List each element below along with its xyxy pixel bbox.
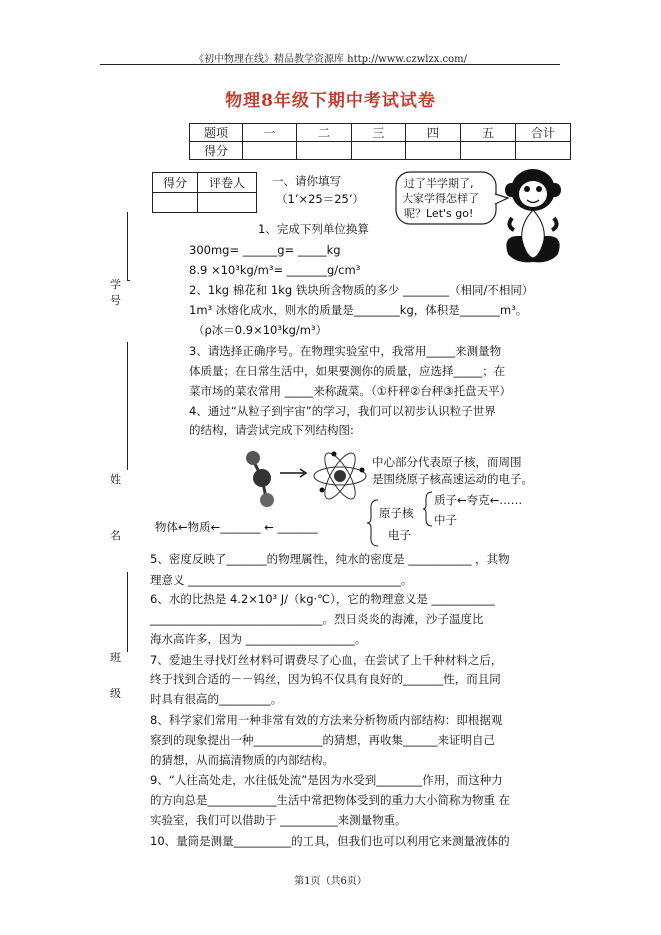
diagram-electron: 电子 bbox=[388, 528, 411, 542]
question-10a: 10、量筒是测量__________的工具，但我们也可以利用它来测量液体的 bbox=[150, 834, 510, 848]
question-1b: 8.9 ×10³kg/m³= _______g/cm³ bbox=[189, 263, 361, 277]
question-1: 1、完成下列单位换算 bbox=[258, 222, 369, 236]
score-cell: 得分 bbox=[190, 142, 243, 160]
question-4b: 的结构，请尝试完成下列结构图: bbox=[189, 423, 354, 437]
section-title: 一、请你填写 bbox=[272, 174, 341, 188]
question-8a: 8、科学家们常用一种非常有效的方法来分析物质内部结构：即根据观 bbox=[150, 713, 503, 727]
question-8c: 的猜想，从而搞清物质的内部结构。 bbox=[150, 753, 334, 767]
score-table bbox=[189, 123, 571, 160]
atom-diagram bbox=[236, 438, 376, 520]
brace-inner bbox=[422, 490, 434, 528]
grader-score-label: 得分 bbox=[153, 173, 198, 193]
score-input-cell[interactable] bbox=[243, 142, 297, 160]
name-label: 姓 名 bbox=[110, 473, 121, 542]
question-9c: 实验室，我们可以借助于 __________来测量物重。 bbox=[150, 813, 407, 827]
binding-line bbox=[127, 572, 128, 652]
score-cell: 五 bbox=[461, 124, 516, 142]
bubble-line-1: 过了半学期了, bbox=[404, 177, 474, 190]
score-cell: 合计 bbox=[516, 124, 571, 142]
question-2b: 1m³ 冰熔化成水，则水的质量是________kg，体积是_______m³。 bbox=[189, 303, 528, 317]
score-input-cell[interactable] bbox=[516, 142, 571, 160]
question-5b: 理意义 _____________________________________。 bbox=[150, 573, 413, 587]
question-2a: 2、1kg 棉花和 1kg 铁块所含物质的多少 ________（相同/不相同） bbox=[189, 283, 534, 297]
question-7b: 终于找到合适的－－钨丝，因为钨不仅具有良好的_______性，而且同 bbox=[150, 672, 501, 686]
section-points: （1’×25＝25’） bbox=[276, 192, 365, 206]
exam-title: 物理8年级下期中考试试卷 bbox=[225, 91, 436, 111]
diagram-desc-1: 中心部分代表原子核，而周围 bbox=[372, 455, 522, 469]
grader-name-cell[interactable] bbox=[198, 193, 257, 213]
question-3c: 菜市场的菜农常用 _____来称蔬菜。（①杆秤②台秤③托盘天平） bbox=[189, 384, 512, 398]
diagram-proton: 质子←夸克←…… bbox=[434, 493, 523, 507]
question-7a: 7、爱迪生寻找灯丝材料可谓费尽了心血，在尝试了上千种材料之后， bbox=[150, 653, 503, 667]
score-input-cell[interactable] bbox=[297, 142, 352, 160]
bubble-line-3: 呢？Let's go! bbox=[404, 207, 474, 220]
question-6b: ______________________________。烈日炎炎的海滩，沙子温度比 bbox=[150, 612, 484, 626]
monkey-icon bbox=[498, 166, 568, 266]
binding-line bbox=[127, 342, 128, 470]
score-table-score-row bbox=[190, 142, 571, 160]
question-5a: 5、密度反映了_______的物理属性，纯水的密度是 ___________ ，其物 bbox=[150, 552, 510, 566]
grader-name-label: 评卷人 bbox=[198, 173, 257, 193]
diagram-neutron: 中子 bbox=[434, 513, 457, 527]
bubble-line-2: 大家学得怎样了 bbox=[402, 192, 479, 205]
binding-line bbox=[127, 280, 130, 281]
score-input-cell[interactable] bbox=[406, 142, 461, 160]
grader-score-cell[interactable] bbox=[153, 193, 198, 213]
question-1a: 300mg= ______g= _____kg bbox=[189, 243, 341, 257]
score-input-cell[interactable] bbox=[461, 142, 516, 160]
diagram-nucleus: 原子核 bbox=[379, 506, 414, 520]
score-table-header-row bbox=[190, 124, 571, 142]
question-6a: 6、水的比热是 4.2×10³ J/（kg·℃），它的物理意义是 ___________ bbox=[150, 592, 495, 606]
question-8b: 察到的现象提出一种____________的猜想，再收集______来证明自己 bbox=[150, 733, 495, 747]
diagram-chain: 物体←物质←_______ ← _______ bbox=[155, 520, 318, 534]
page-header: 《初中物理在线》精品教学资源库 http://www.czwlzx.com/ bbox=[193, 54, 468, 65]
question-9a: 9、“人往高处走，水往低处流”是因为水受到________作用，而这种力 bbox=[150, 773, 503, 787]
student-no-label: 学 号 bbox=[110, 278, 121, 307]
class-label: 班 级 bbox=[110, 651, 121, 700]
question-6c: 海水高许多，因为 ___________________。 bbox=[150, 632, 367, 646]
binding-line bbox=[127, 212, 128, 280]
score-input-cell[interactable] bbox=[352, 142, 406, 160]
diagram-desc-2: 是围绕原子核高速运动的电子。 bbox=[372, 472, 533, 486]
question-9b: 的方向总是____________生活中常把物体受到的重力大小简称为物重 在 bbox=[150, 793, 511, 807]
question-4a: 4、通过“从粒子到宇宙”的学习，我们可以初步认识粒子世界 bbox=[189, 404, 496, 418]
score-cell: 一 bbox=[243, 124, 297, 142]
brace-outer bbox=[366, 498, 380, 548]
header-rule bbox=[100, 64, 560, 65]
score-cell: 四 bbox=[406, 124, 461, 142]
grader-table bbox=[152, 172, 257, 213]
score-cell: 二 bbox=[297, 124, 352, 142]
question-2c: （ρ冰＝0.9×10³kg/m³） bbox=[193, 323, 328, 337]
score-cell: 题项 bbox=[190, 124, 243, 142]
score-cell: 三 bbox=[352, 124, 406, 142]
question-3a: 3、请选择正确序号。在物理实验室中，我常用_____来测量物 bbox=[189, 344, 502, 358]
question-3b: 体质量；在日常生活中，如果要测你的质量，应选择_____；在 bbox=[189, 364, 506, 378]
question-7c: 时具有很高的_________。 bbox=[150, 692, 283, 706]
page-number: 第1页（共6页） bbox=[294, 876, 367, 887]
